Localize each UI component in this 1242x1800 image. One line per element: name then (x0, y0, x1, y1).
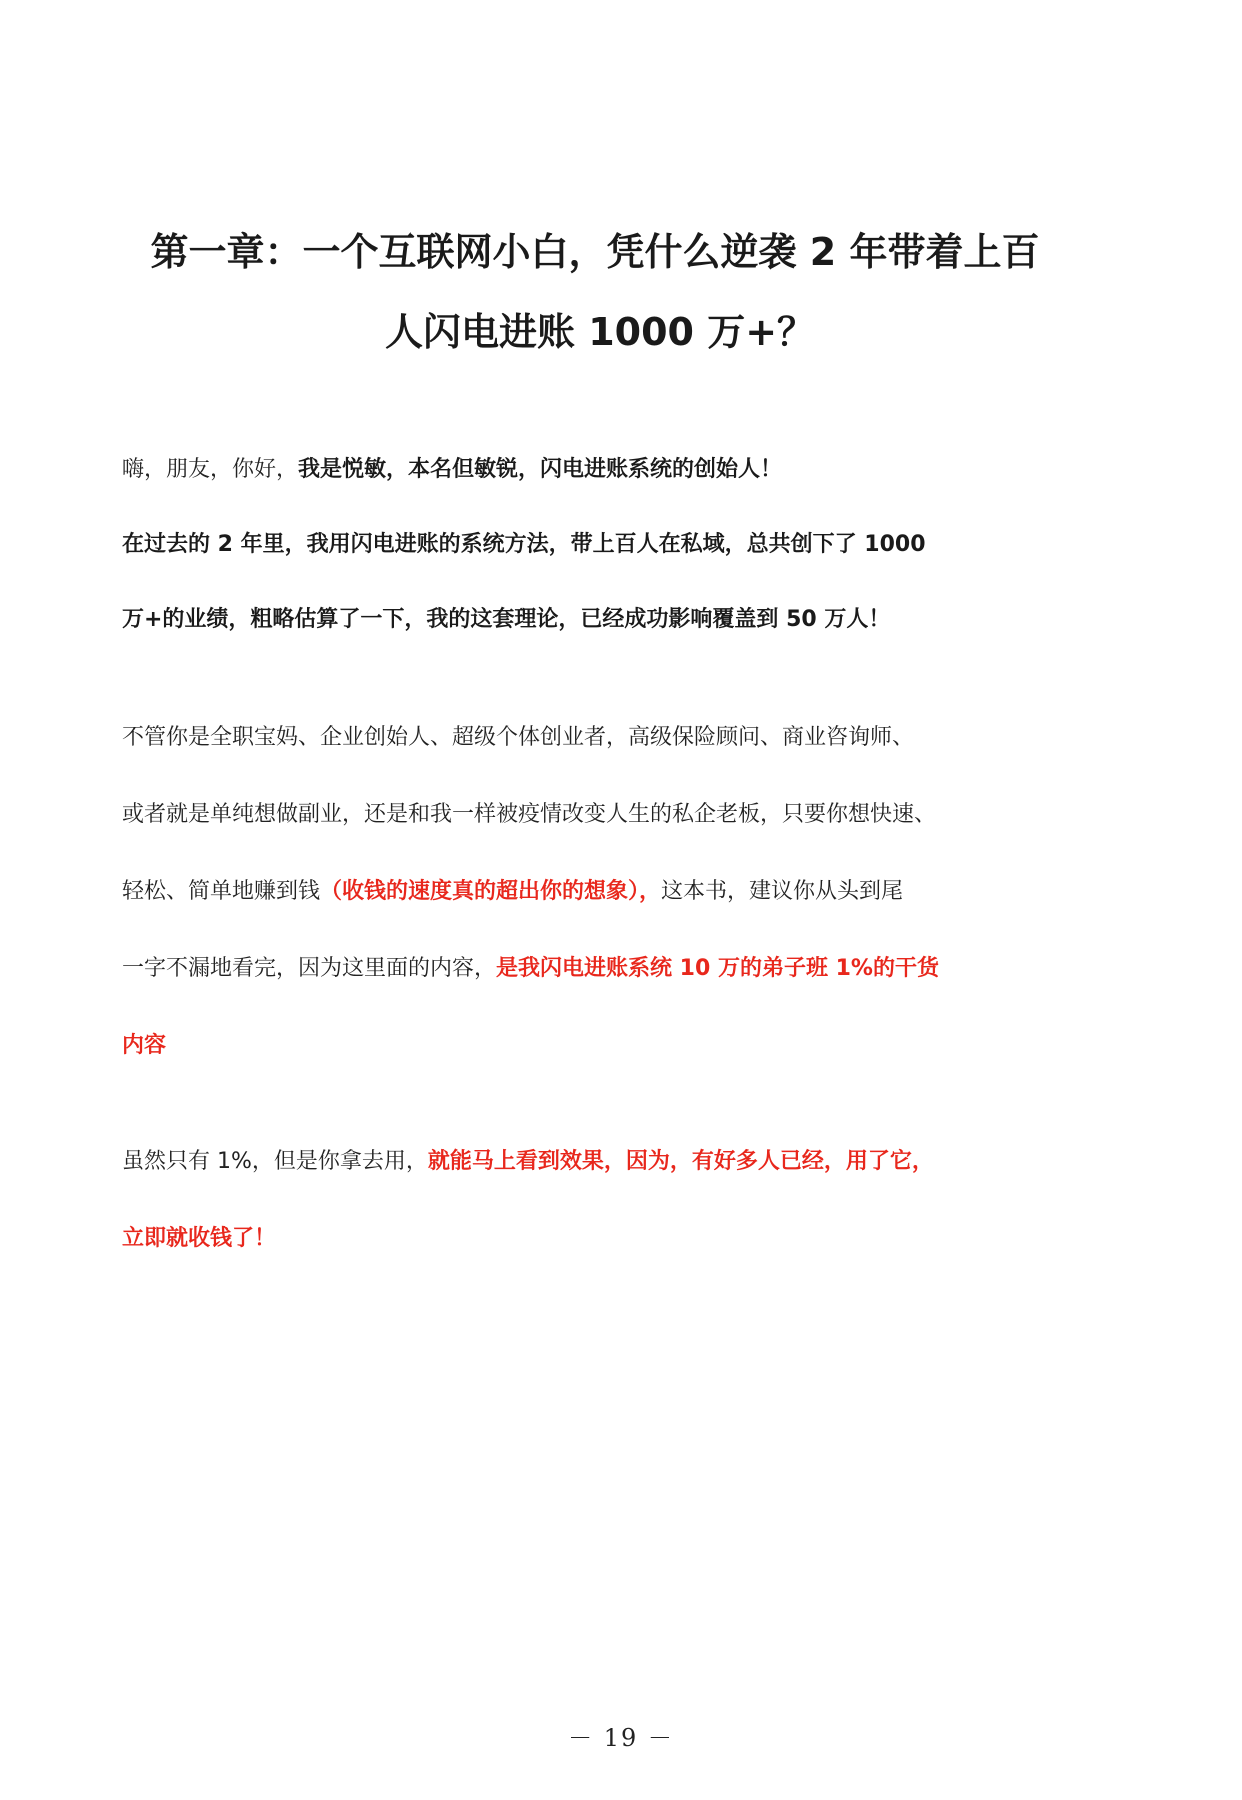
paragraph-audience-line-4 (122, 931, 1072, 1006)
paragraph-effect-line-1 (122, 1124, 1072, 1199)
intro-bold-text: 我是悦敏，本名但敏锐，闪电进账系统的创始人！ (298, 457, 783, 482)
paragraph-achievement-line-2: 万+的业绩，粗略估算了一下，我的这套理论，已经成功影响覆盖到 50 万人！ (122, 607, 891, 632)
audience-line-3-red: （收钱的速度真的超出你的想象）， (320, 879, 662, 904)
chapter-title-line-2: 人闪电进账 1000 万+？ (384, 310, 816, 354)
audience-line-4-red: 是我闪电进账系统 10 万的弟子班 1%的干货 (496, 956, 939, 981)
chapter-title-line-1: 第一章：一个互联网小白，凭什么逆袭 2 年带着上百 (150, 230, 1040, 274)
paragraph-audience-line-3 (122, 854, 1072, 929)
audience-line-3-plain-b: 这本书，建议你从头到尾 (661, 879, 904, 904)
paragraph-audience-line-1: 不管你是全职宝妈、企业创始人、超级个体创业者，高级保险顾问、商业咨询师、 (122, 725, 915, 750)
effect-line-1-red: 就能马上看到效果，因为，有好多人已经，用了它， (427, 1149, 934, 1174)
audience-line-3-plain-a: 轻松、简单地赚到钱 (122, 879, 321, 904)
audience-line-4-plain: 一字不漏地看完，因为这里面的内容， (122, 956, 497, 981)
paragraph-audience-line-2: 或者就是单纯想做副业，还是和我一样被疫情改变人生的私企老板，只要你想快速、 (122, 802, 937, 827)
paragraph-effect-line-2: 立即就收钱了！ (122, 1226, 277, 1251)
greeting-text: 嗨，朋友，你好， (122, 457, 299, 482)
paragraph-audience-line-5: 内容 (122, 1033, 167, 1058)
paragraph-achievement-line-1: 在过去的 2 年里，我用闪电进账的系统方法，带上百人在私域，总共创下了 1000 (122, 532, 926, 557)
chapter-title (100, 212, 1100, 372)
page-number: － 19 － (568, 1724, 674, 1752)
effect-line-1-plain: 虽然只有 1%，但是你拿去用， (122, 1149, 428, 1174)
paragraph-greeting (122, 432, 1072, 507)
